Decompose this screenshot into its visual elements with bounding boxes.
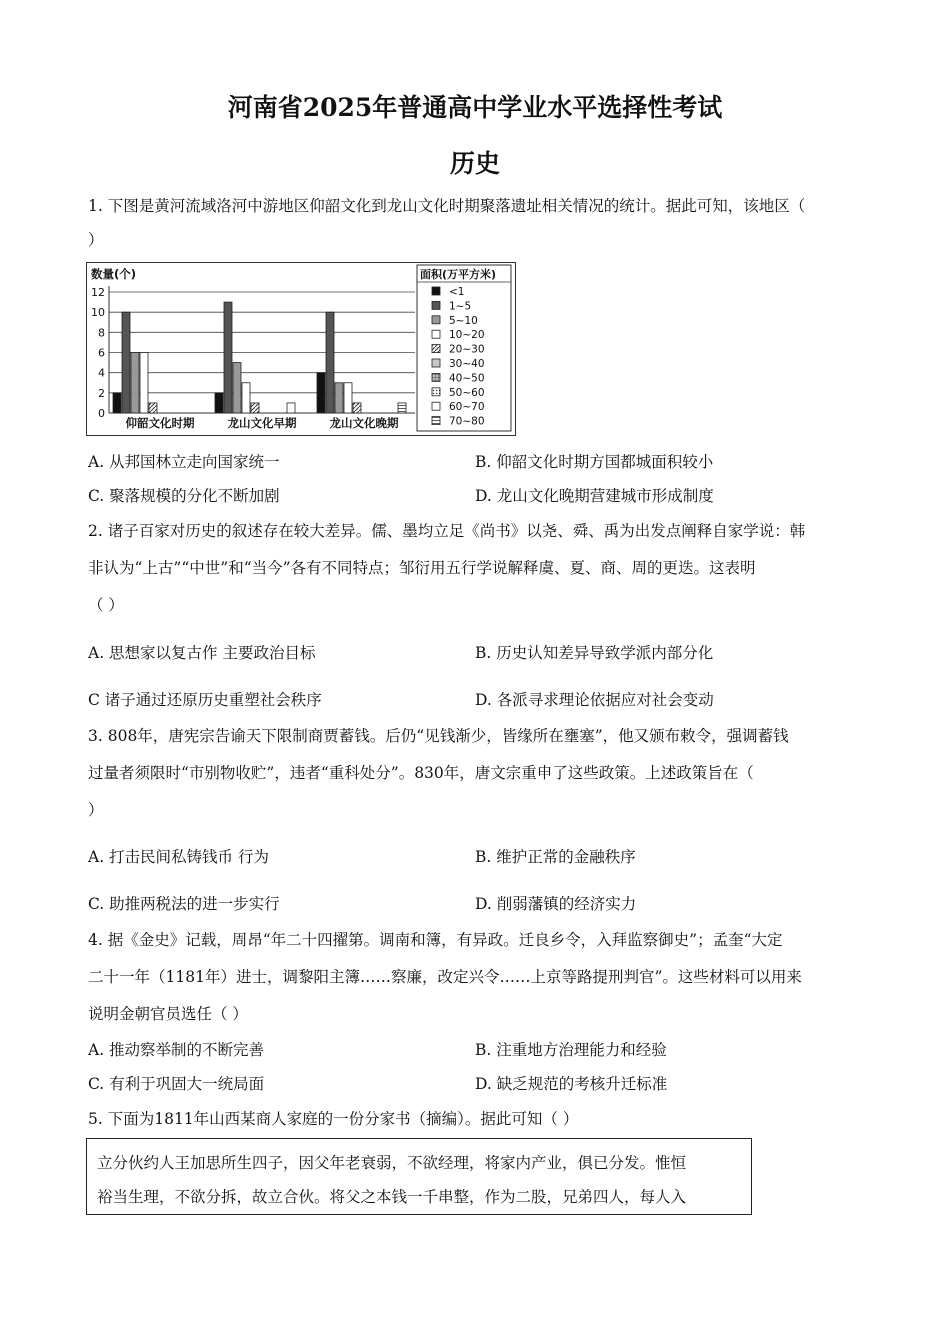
legend-label: <1 [449,286,465,298]
q5-quote-line2: 裕当生理，不欲分拆，故立合伙。将父之本钱一千串整，作为二股，兄弟四人，每人入 [97,1188,687,1206]
q4-stem-line1: 4. 据《金史》记载，周昂“年二十四擢第。调南和簿，有异政。迁良乡令，入拜监察御史”；孟奎“大定 [88,931,783,949]
bar-2-0 [317,373,325,413]
q3-option-a[interactable]: A. 打击民间私铸钱币 行为 [88,848,269,866]
q2-stem-line2: 非认为“上古”“中世”和“当今”各有不同特点；邹衍用五行学说解释虞、夏、商、周的更迭。这表明 [88,559,756,577]
legend-label: 70~80 [449,415,485,428]
bar-2-9 [398,403,406,413]
q1-option-a[interactable]: A. 从邦国林立走向国家统一 [88,453,280,471]
y-tick-label: 0 [98,407,105,420]
bar-0-1 [122,312,130,413]
q4-option-a[interactable]: A. 推动察举制的不断完善 [88,1041,265,1059]
q4-stem-line2: 二十一年（1181年）进士，调黎阳主簿……察廉，改定兴令……上京等路提刑判官”。这些材料可以用来 [88,968,802,986]
q5-stem-line1: 5. 下面为1811年山西某商人家庭的一份分家书（摘编）。据此可知（ ） [88,1110,579,1128]
legend-swatch [432,345,440,353]
q2-option-b[interactable]: B. 历史认知差异导致学派内部分化 [475,644,714,662]
q1-option-b[interactable]: B. 仰韶文化时期方国都城面积较小 [475,453,714,471]
q2-option-c[interactable]: C 诸子通过还原历史重塑社会秩序 [88,691,322,709]
bar-0-3 [140,353,148,414]
chart-ylabel: 数量(个) [91,267,137,281]
y-tick-label: 6 [98,346,105,360]
q3-stem-line2: 过量者须限时“市别物收贮”，违者“重科处分”。830年，唐文宗重申了这些政策。上述政策旨在（ [88,764,754,782]
legend-label: 10~20 [449,329,485,342]
bar-2-2 [335,383,343,413]
legend-label: 1~5 [449,300,472,313]
bar-2-3 [344,383,352,413]
legend-swatch [432,402,440,410]
legend-label: 40~50 [449,372,485,385]
bar-0-4 [149,403,157,413]
bar-1-2 [233,363,241,413]
y-tick-label: 2 [98,386,105,400]
q5-quote-box [86,1138,752,1215]
bar-2-4 [353,403,361,413]
legend-label: 20~30 [449,343,485,356]
q4-option-b[interactable]: B. 注重地方治理能力和经验 [475,1041,667,1059]
q1-stem-line2: ） [88,231,104,249]
legend-swatch [432,287,440,295]
legend-swatch [432,417,440,425]
legend-label: 50~60 [449,386,485,399]
legend-title: 面积(万平方米) [420,268,497,281]
subject-title: 历史 [449,149,500,178]
q2-stem-line1: 2. 诸子百家对历史的叙述存在较大差异。儒、墨均立足《尚书》以尧、舜、禹为出发点阐释自家学说：韩 [88,522,806,540]
bar-1-0 [215,393,223,413]
q5-quote-line1: 立分伙约人王加思所生四子，因父年老衰弱，不欲经理，将家内产业，俱已分发。惟恒 [97,1154,687,1172]
q3-stem-line3: ） [88,801,104,819]
y-tick-label: 10 [91,306,105,320]
q4-option-d[interactable]: D. 缺乏规范的考核升迁标准 [475,1075,668,1093]
category-label: 龙山文化早期 [227,416,297,430]
q4-stem-line3: 说明金朝官员选任（ ） [88,1005,248,1023]
y-tick-label: 12 [91,286,105,299]
q1-option-d[interactable]: D. 龙山文化晚期营建城市形成制度 [475,487,714,505]
legend-swatch [432,301,440,309]
q2-option-d[interactable]: D. 各派寻求理论依据应对社会变动 [475,691,714,709]
q3-option-b[interactable]: B. 维护正常的金融秩序 [475,848,636,866]
bar-2-1 [326,312,334,413]
q1-option-c[interactable]: C. 聚落规模的分化不断加剧 [88,487,280,505]
legend-label: 30~40 [449,358,485,370]
bar-1-3 [242,383,250,413]
y-tick-label: 4 [98,366,105,380]
q4-option-c[interactable]: C. 有利于巩固大一统局面 [88,1075,265,1093]
bar-1-1 [224,302,232,413]
legend-swatch [432,373,440,381]
q2-stem-line3: （ ） [88,596,124,614]
legend-label: 60~70 [449,401,485,414]
bar-1-8 [287,403,295,413]
q2-option-a[interactable]: A. 思想家以复古作 主要政治目标 [88,644,316,662]
legend-swatch [432,388,440,396]
category-label: 仰韶文化时期 [125,416,195,430]
legend-swatch [432,330,440,338]
legend-swatch [432,359,440,367]
category-label: 龙山文化晚期 [329,416,399,430]
legend-swatch [432,316,440,324]
bar-0-2 [131,353,139,414]
q3-stem-line1: 3. 808年，唐宪宗告谕天下限制商贾蓄钱。后仍“见钱渐少，皆缘所在壅塞”，他又颁布敕令，强调蓄钱 [88,727,789,745]
bar-0-0 [113,393,121,413]
settlement-bar-chart [86,262,516,436]
legend-label: 5~10 [449,314,478,327]
q3-option-d[interactable]: D. 削弱藩镇的经济实力 [475,895,637,913]
q3-option-c[interactable]: C. 助推两税法的进一步实行 [88,895,280,913]
bar-1-4 [251,403,259,413]
y-tick-label: 8 [98,326,105,340]
q1-stem-line1: 1. 下图是黄河流域洛河中游地区仰韶文化到龙山文化时期聚落遗址相关情况的统计。据此可知，该地区（ [88,197,806,215]
exam-title: 河南省2025年普通高中学业水平选择性考试 [227,93,723,122]
